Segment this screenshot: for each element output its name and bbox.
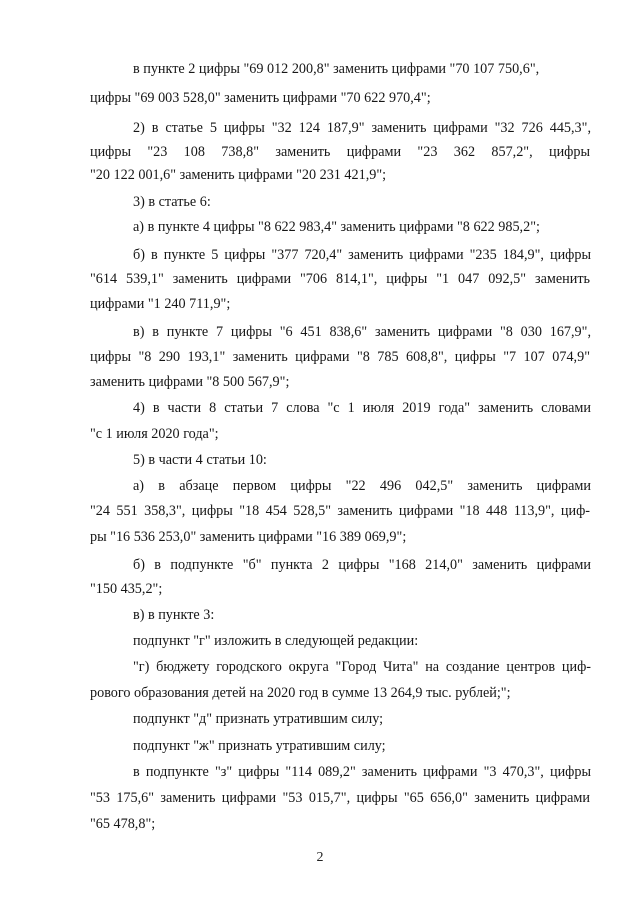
text-line: 4) в части 8 статьи 7 слова "с 1 июля 2019 года" заменить словами bbox=[133, 400, 591, 416]
text-line: "614 539,1" заменить цифрами "706 814,1", цифры "1 047 092,5" заменить bbox=[90, 271, 590, 287]
text-line: цифры "8 290 193,1" заменить цифрами "8 785 608,8", цифры "7 107 074,9" bbox=[90, 349, 590, 365]
text-line: в пункте 2 цифры "69 012 200,8" заменить цифрами "70 107 750,6", bbox=[133, 61, 540, 77]
text-line: в) в пункте 7 цифры "6 451 838,6" заменить цифрами "8 030 167,9", bbox=[133, 324, 591, 340]
text-line: б) в пункте 5 цифры "377 720,4" заменить цифрами "235 184,9", цифры bbox=[133, 247, 591, 263]
text-line: "65 478,8"; bbox=[90, 816, 156, 832]
text-line: в) в пункте 3: bbox=[133, 607, 215, 623]
text-line: а) в абзаце первом цифры "22 496 042,5" заменить цифрами bbox=[133, 478, 591, 494]
text-line: ры "16 536 253,0" заменить цифрами "16 389 069,9"; bbox=[90, 529, 407, 545]
text-line: заменить цифрами "8 500 567,9"; bbox=[90, 374, 290, 390]
text-line: рового образования детей на 2020 год в сумме 13 264,9 тыс. рублей;"; bbox=[90, 685, 511, 701]
text-line: цифры "69 003 528,0" заменить цифрами "70 622 970,4"; bbox=[90, 90, 431, 106]
text-line: в подпункте "з" цифры "114 089,2" заменить цифрами "3 470,3", цифры bbox=[133, 764, 591, 780]
text-line: "с 1 июля 2020 года"; bbox=[90, 426, 219, 442]
text-line: "г) бюджету городского округа "Город Чита" на создание центров циф- bbox=[133, 659, 591, 675]
text-line: "150 435,2"; bbox=[90, 581, 163, 597]
text-line: б) в подпункте "б" пункта 2 цифры "168 214,0" заменить цифрами bbox=[133, 557, 591, 573]
text-line: цифрами "1 240 711,9"; bbox=[90, 296, 231, 312]
text-line: 2) в статье 5 цифры "32 124 187,9" заменить цифрами "32 726 445,3", bbox=[133, 120, 591, 136]
text-line: "53 175,6" заменить цифрами "53 015,7", цифры "65 656,0" заменить цифрами bbox=[90, 790, 590, 806]
text-line: а) в пункте 4 цифры "8 622 983,4" заменить цифрами "8 622 985,2"; bbox=[133, 219, 540, 235]
text-line: 3) в статье 6: bbox=[133, 194, 211, 210]
text-line: подпункт "г" изложить в следующей редакции: bbox=[133, 633, 419, 649]
text-line: цифры "23 108 738,8" заменить цифрами "23 362 857,2", цифры bbox=[90, 144, 590, 160]
text-line: "20 122 001,6" заменить цифрами "20 231 421,9"; bbox=[90, 167, 387, 183]
text-line: "24 551 358,3", цифры "18 454 528,5" заменить цифрами "18 448 113,9", циф- bbox=[90, 503, 590, 519]
text-line: 5) в части 4 статьи 10: bbox=[133, 452, 267, 468]
page-number: 2 bbox=[316, 850, 324, 865]
text-line: подпункт "ж" признать утратившим силу; bbox=[133, 738, 386, 754]
text-line: подпункт "д" признать утратившим силу; bbox=[133, 711, 384, 727]
